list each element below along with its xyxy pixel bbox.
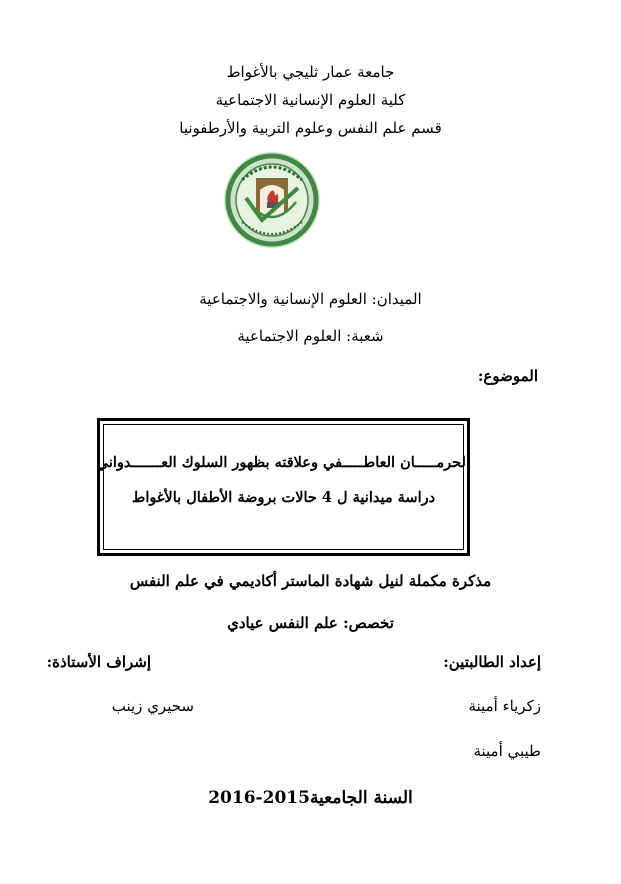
title-box: [97, 418, 470, 556]
supervisor-label: إشراف الأستاذة:: [46, 653, 151, 671]
thesis-title: الحرمـــــان العاطـــــفي وعلاقته بظهور السلوك العـــــــدواني: [96, 454, 470, 471]
student-name-1: زكرياء أمينة: [468, 697, 541, 715]
university-name: جامعة عمار ثليجي بالأغواط: [226, 63, 395, 81]
department-name: قسم علم النفس وعلوم التربية والأرطفونيا: [179, 119, 442, 137]
field-line: الميدان: العلوم الإنسانية والاجتماعية: [199, 290, 422, 308]
supervisor-name: سحيري زينب: [111, 697, 194, 715]
prepared-by-label: إعداد الطالبتين:: [443, 653, 541, 671]
title-box-inner-border: [103, 424, 464, 550]
university-seal-icon: [222, 150, 322, 250]
branch-line: شعبة: العلوم الاجتماعية: [237, 327, 384, 345]
specialty-line: تخصص: علم النفس عيادي: [227, 614, 394, 632]
academic-year: السنة الجامعية2015-2016: [208, 788, 413, 808]
student-name-2: طيبي أمينة: [473, 742, 541, 760]
faculty-name: كلية العلوم الإنسانية الاجتماعية: [215, 91, 406, 109]
degree-description: مذكرة مكملة لنيل شهادة الماستر أكاديمي في علم النفس: [129, 572, 492, 590]
thesis-subtitle: دراسة ميدانية ل 4 حالات بروضة الأطفال بالأغواط: [131, 489, 436, 506]
subject-label: الموضوع:: [477, 367, 538, 385]
